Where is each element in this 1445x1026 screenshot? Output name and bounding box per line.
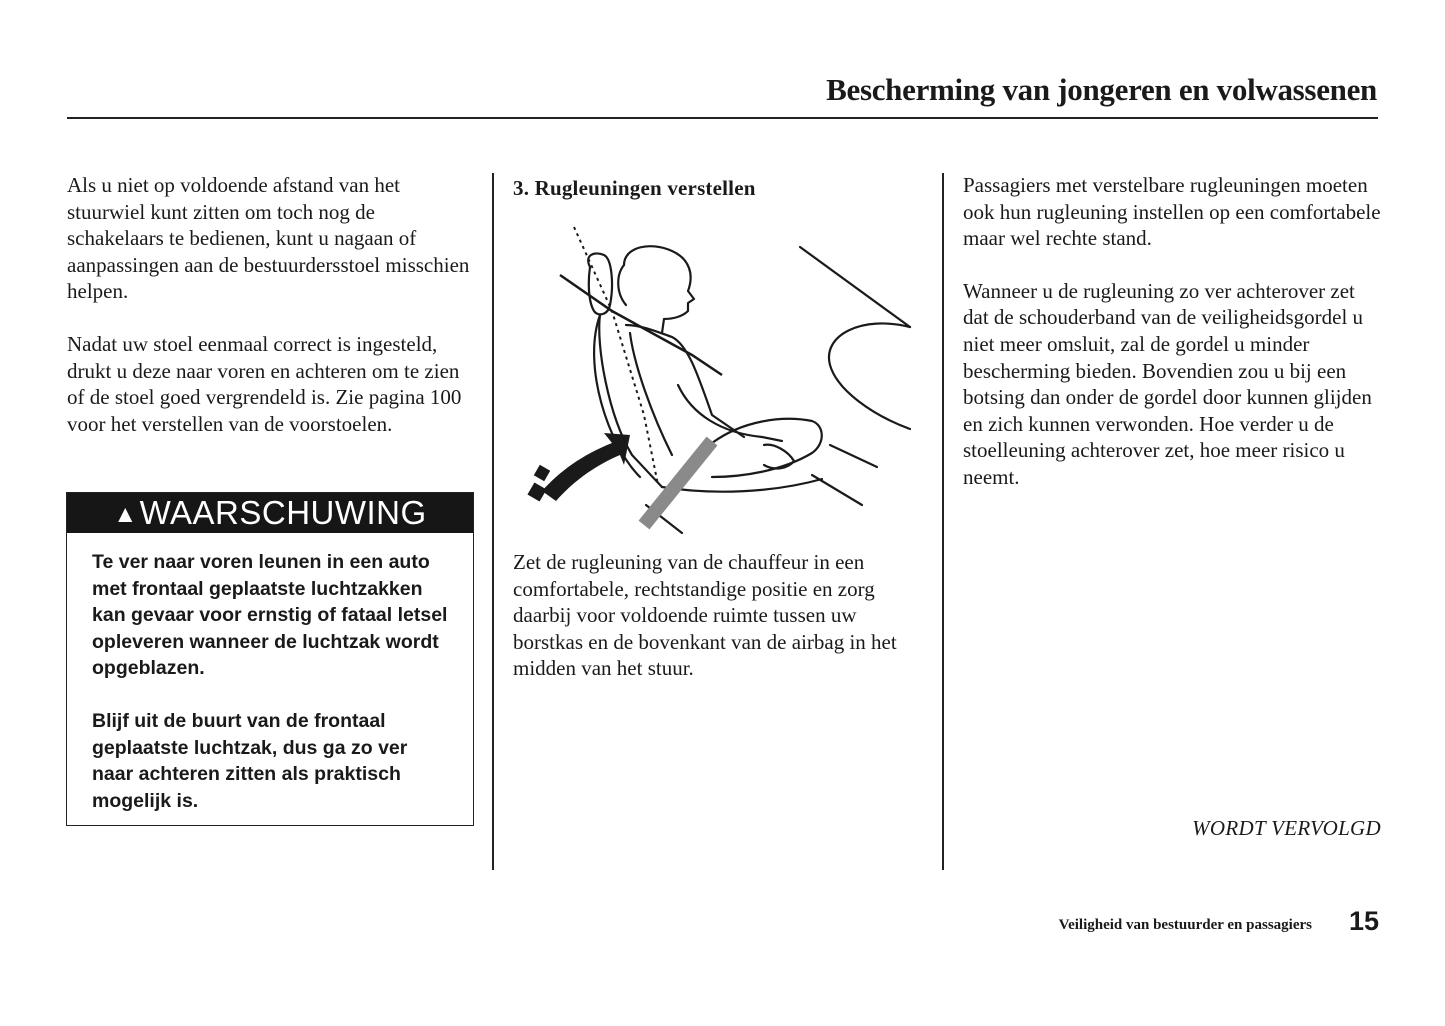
warning-triangle-icon: ▲	[113, 501, 138, 528]
page-number: 15	[1348, 906, 1379, 936]
warning-title: WAARSCHUWING	[139, 494, 427, 531]
left-paragraph-1: Als u niet op voldoende afstand van het stuurwiel kunt zitten om toch nog de schakelaars te bedienen, kunt u nagaan of aanpassingen aan de bestuurdersstoel misschien helpen.	[67, 173, 470, 304]
right-paragraph-2: Wanneer u de rugleuning zo ver achterover zet dat de schouderband van de veiligheidsgordel u niet meer omsluit, zal de gordel u minder bescherming bieden. Bovendien zou u bij een botsing dan onder de gordel door kunnen glijden en zich kunnen verwonden. Hoe verder u de stoelleuning achterover zet, hoe meer risico u neemt.	[963, 278, 1372, 489]
lap-belt	[644, 441, 712, 525]
right-paragraph-1: Passagiers met verstelbare rugleuningen moeten ook hun rugleuning instellen op een comfortabele maar wel rechte stand.	[963, 173, 1381, 251]
dashboard-curve	[829, 323, 910, 429]
warning-box	[66, 492, 474, 826]
steering-wheel-line	[830, 445, 877, 467]
middle-column	[513, 172, 923, 202]
seat-adjustment-illustration	[512, 215, 922, 535]
right-column	[963, 172, 1383, 517]
torso-back	[630, 333, 672, 455]
shoulder-belt	[560, 275, 722, 375]
footer-section-title: Veiligheid van bestuurder en passagiers	[1058, 917, 1312, 933]
head-outline	[624, 246, 694, 333]
section-heading: 3. Rugleuningen verstellen	[513, 176, 756, 200]
continued-label: WORDT VERVOLGD	[1192, 816, 1381, 840]
left-column	[67, 172, 472, 463]
arrow-dash-2	[534, 465, 550, 481]
warning-paragraph-2: Blijf uit de buurt van de frontaal geplaatste luchtzak, dus ga zo ver naar achteren zitten als praktisch mogelijk is.	[92, 709, 408, 812]
warning-header	[67, 493, 473, 533]
left-paragraph-2: Nadat uw stoel eenmaal correct is ingesteld, drukt u deze naar voren en achteren om te zien of de stoel goed vergrendeld is. Zie pagina 100 voor het verstellen van de voorstoelen.	[67, 331, 462, 436]
torso-front	[626, 325, 744, 437]
warning-body	[67, 533, 473, 814]
arrow-dash-1	[527, 482, 546, 501]
windshield-line	[800, 247, 910, 327]
warning-paragraph-1: Te ver naar voren leunen in een auto met frontaal geplaatste luchtzakken kan gevaar voor ernstig of fataal letsel opleveren wanneer de luchtzak wordt opgeblazen.	[92, 551, 448, 680]
recline-arrow-icon	[542, 433, 630, 501]
illustration-caption: Zet de rugleuning van de chauffeur in een comfortabele, rechtstandige positie en zorg daarbij voor voldoende ruimte tussen uw borstkas en de bovenkant van de airbag in het midden van het stuur.	[513, 550, 897, 681]
head-back	[618, 265, 626, 305]
page-title: Bescherming van jongeren en volwassenen	[826, 72, 1377, 107]
title-divider	[67, 117, 1378, 119]
column-divider-left	[492, 173, 494, 870]
column-divider-right	[942, 173, 944, 870]
